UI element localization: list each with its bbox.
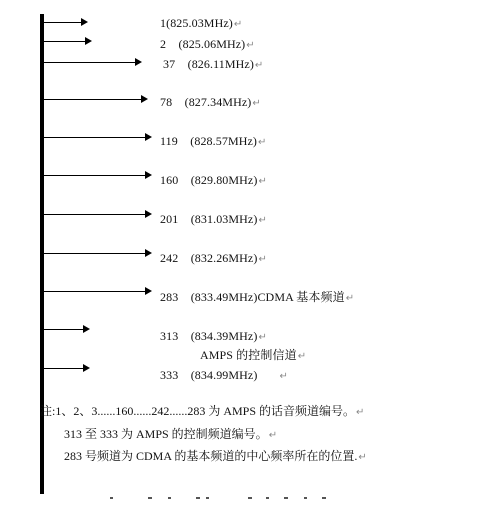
channel-text: 201 (831.03MHz) [160, 212, 258, 226]
channel-text: AMPS 的控制信道 [200, 348, 297, 362]
paragraph-mark-icon: ↵ [258, 254, 267, 265]
paragraph-mark-icon: ↵ [356, 407, 365, 418]
channel-arrow [44, 99, 148, 101]
channel-label [160, 37, 255, 53]
channel-text: 333 (834.99MHz) [160, 368, 258, 382]
note-text: 313 至 333 为 AMPS 的控制频道编号。 [64, 427, 268, 441]
channel-arrow [44, 329, 90, 331]
paragraph-mark-icon: ↵ [258, 215, 267, 226]
note-text: 283 号频道为 CDMA 的基本频道的中心频率所在的位置. [64, 449, 358, 463]
channel-label [160, 95, 261, 111]
note-line-3 [64, 449, 367, 465]
channel-text: 242 (832.26MHz) [160, 251, 258, 265]
channel-label [160, 212, 267, 228]
paragraph-mark-icon: ↵ [258, 176, 267, 187]
channel-text: 2 (825.06MHz) [160, 37, 246, 51]
channel-label [160, 134, 267, 150]
paragraph-mark-icon: ↵ [252, 98, 261, 109]
paragraph-mark-icon: ↵ [258, 137, 267, 148]
channel-arrow [44, 175, 152, 177]
channel-label [163, 57, 263, 73]
channel-text: 160 (829.80MHz) [160, 173, 258, 187]
paragraph-mark-icon: ↵ [268, 430, 278, 441]
note-line-1 [40, 404, 364, 420]
channel-label [200, 348, 306, 364]
channel-text: 119 (828.57MHz) [160, 134, 258, 148]
channel-text: 1(825.03MHz) [160, 16, 233, 30]
channel-arrow [44, 62, 142, 64]
paragraph-mark-icon: ↵ [345, 293, 355, 304]
channel-label [160, 290, 354, 306]
channel-arrow [44, 253, 152, 255]
channel-arrow [44, 22, 88, 24]
paragraph-mark-icon: ↵ [358, 452, 367, 463]
channel-arrow [44, 137, 152, 139]
channel-label [160, 173, 267, 189]
channel-label [160, 16, 242, 32]
channel-arrow [44, 368, 90, 370]
paragraph-mark-icon: ↵ [254, 60, 264, 71]
channel-text: 78 (827.34MHz) [160, 95, 252, 109]
paragraph-mark-icon: ↵ [246, 40, 255, 51]
channel-label [160, 251, 267, 267]
paragraph-mark-icon: ↵ [279, 371, 288, 382]
paragraph-mark-icon: ↵ [258, 332, 267, 343]
note-text: 注:1、2、3......160......242......283 为 AMPS 的话音频道编号。 [40, 404, 356, 418]
channel-arrow [44, 41, 92, 43]
channel-arrow [44, 291, 152, 293]
channel-text: 283 (833.49MHz)CDMA 基本频道 [160, 290, 345, 304]
channel-label [160, 368, 288, 384]
channel-arrow [44, 214, 152, 216]
paragraph-mark-icon: ↵ [297, 351, 307, 362]
channel-text: 313 (834.39MHz) [160, 329, 258, 343]
cutoff-text-fragment [108, 494, 348, 502]
paragraph-mark-icon: ↵ [233, 19, 243, 30]
note-line-2 [64, 427, 277, 443]
channel-text: 37 (826.11MHz) [163, 57, 254, 71]
channel-label [160, 329, 267, 345]
